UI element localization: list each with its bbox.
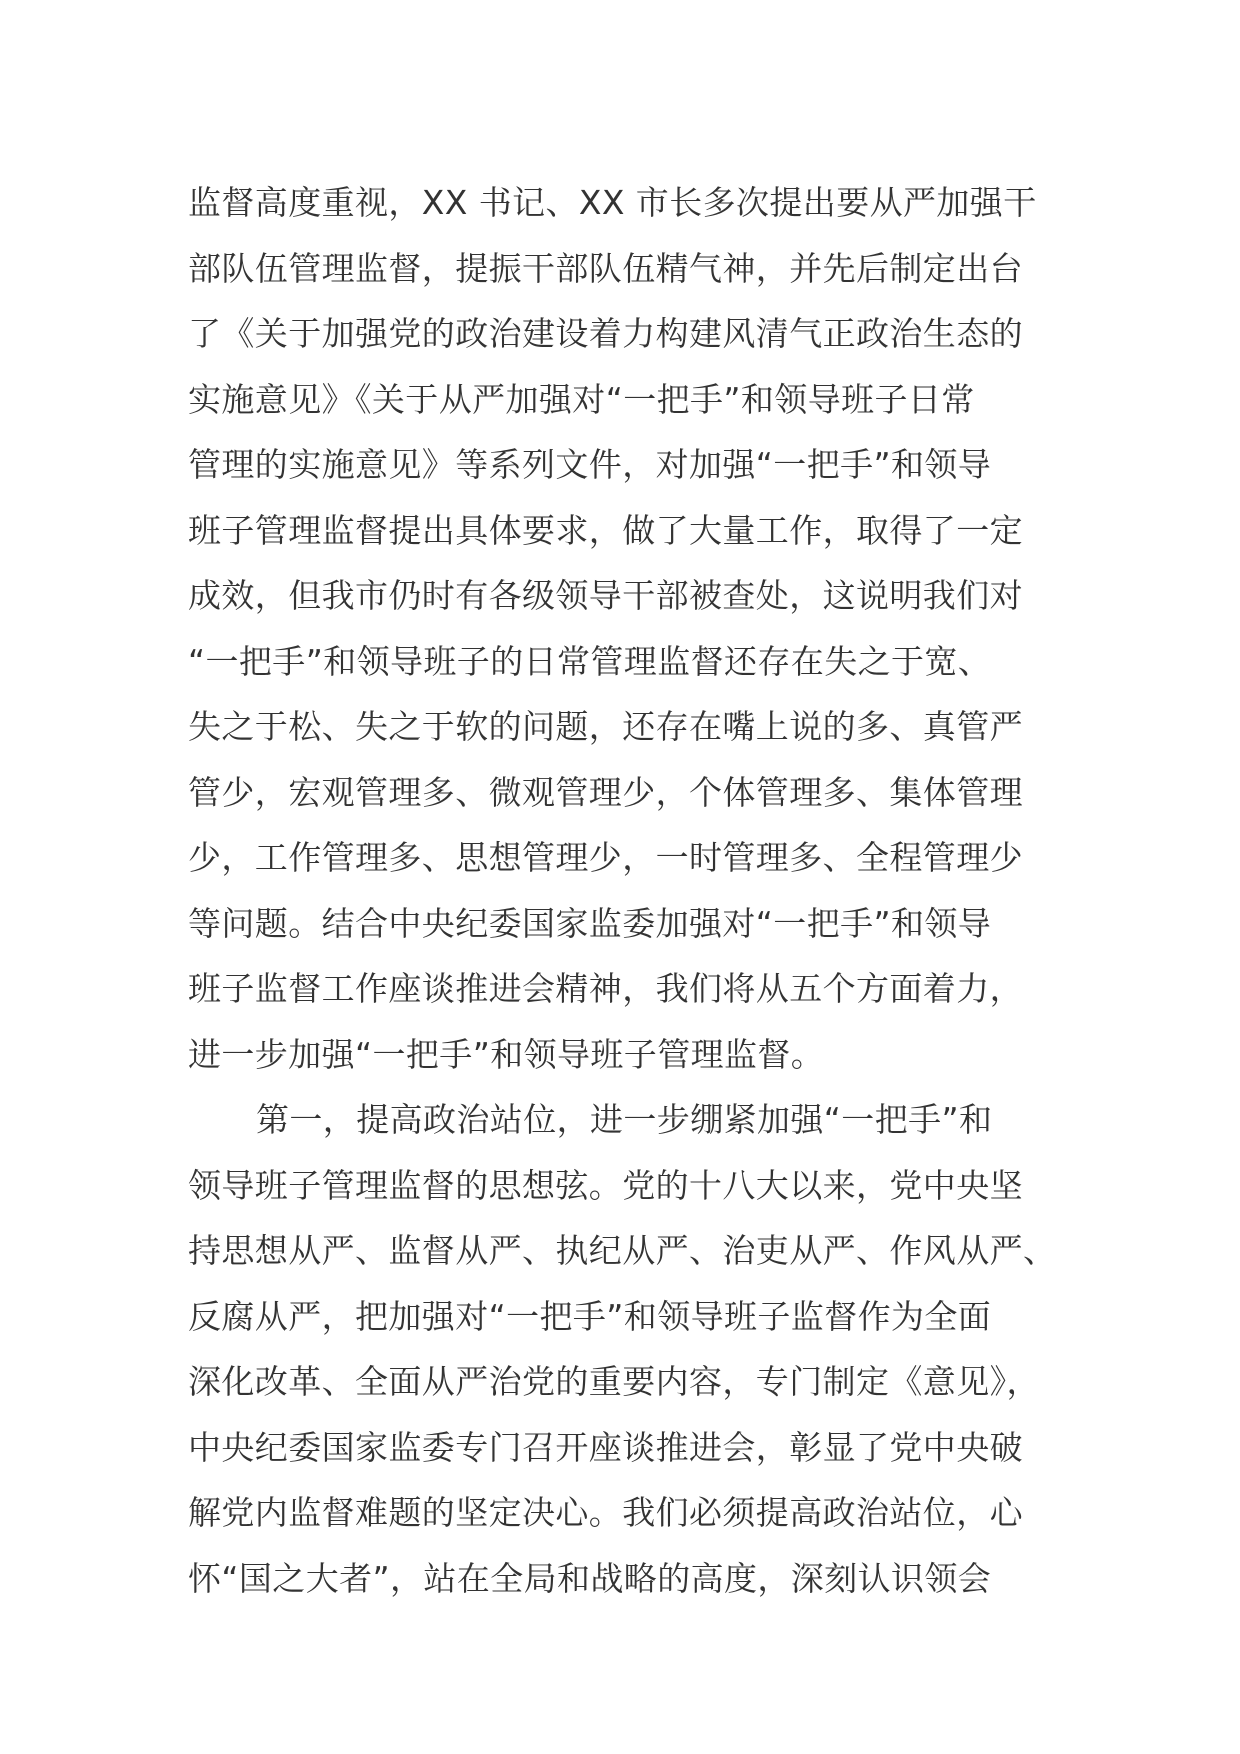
text-line-14: 进一步加强“一把手”和领导班子管理监督。 — [188, 1034, 825, 1074]
paragraph-first-line: 第一，提高政治站位，进一步绷紧加强“一把手”和 — [256, 1100, 993, 1139]
text-line-3: 了《关于加强党的政治建设着力构建风清气正政治生态的 — [188, 314, 1023, 353]
text-line-10: 管少，宏观管理多、微观管理少，个体管理多、集体管理 — [188, 772, 1023, 812]
text-line-2: 部队伍管理监督，提振干部队伍精气神，并先后制定出台 — [188, 248, 1023, 288]
text-line-1: 监督高度重视，XX 书记、XX 市长多次提出要从严加强干 — [188, 183, 1037, 222]
text-line-4: 实施意见》《关于从严加强对“一把手”和领导班子日常 — [188, 379, 975, 419]
text-line-16: 领导班子管理监督的思想弦。党的十八大以来，党中央坚 — [188, 1165, 1023, 1205]
text-line-5: 管理的实施意见》等系列文件，对加强“一把手”和领导 — [188, 445, 992, 484]
text-line-7: 成效，但我市仍时有各级领导干部被查处，这说明我们对 — [188, 576, 1023, 615]
text-line-11: 少，工作管理多、思想管理少，一时管理多、全程管理少 — [188, 838, 1023, 877]
text-line-17: 持思想从严、监督从严、执纪从严、治吏从严、作风从严、 — [188, 1231, 1057, 1270]
text-line-19: 深化改革、全面从严治党的重要内容，专门制定《意见》， — [188, 1362, 1040, 1401]
text-line-20: 中央纪委国家监委专门召开座谈推进会，彰显了党中央破 — [188, 1427, 1023, 1467]
text-line-9: 失之于松、失之于软的问题，还存在嘴上说的多、真管严 — [188, 707, 1023, 746]
text-line-18: 反腐从严，把加强对“一把手”和领导班子监督作为全面 — [188, 1296, 992, 1336]
text-line-8: “一把手”和领导班子的日常管理监督还存在失之于宽、 — [188, 641, 992, 681]
text-line-6: 班子管理监督提出具体要求，做了大量工作，取得了一定 — [188, 510, 1023, 550]
text-line-21: 解党内监督难题的坚定决心。我们必须提高政治站位，心 — [188, 1493, 1023, 1532]
text-line-13: 班子监督工作座谈推进会精神，我们将从五个方面着力， — [188, 969, 1023, 1008]
text-line-12: 等问题。结合中央纪委国家监委加强对“一把手”和领导 — [188, 903, 992, 943]
text-line-22: 怀“国之大者”，站在全局和战略的高度，深刻认识领会 — [188, 1558, 992, 1598]
body-text — [188, 170, 1068, 1611]
